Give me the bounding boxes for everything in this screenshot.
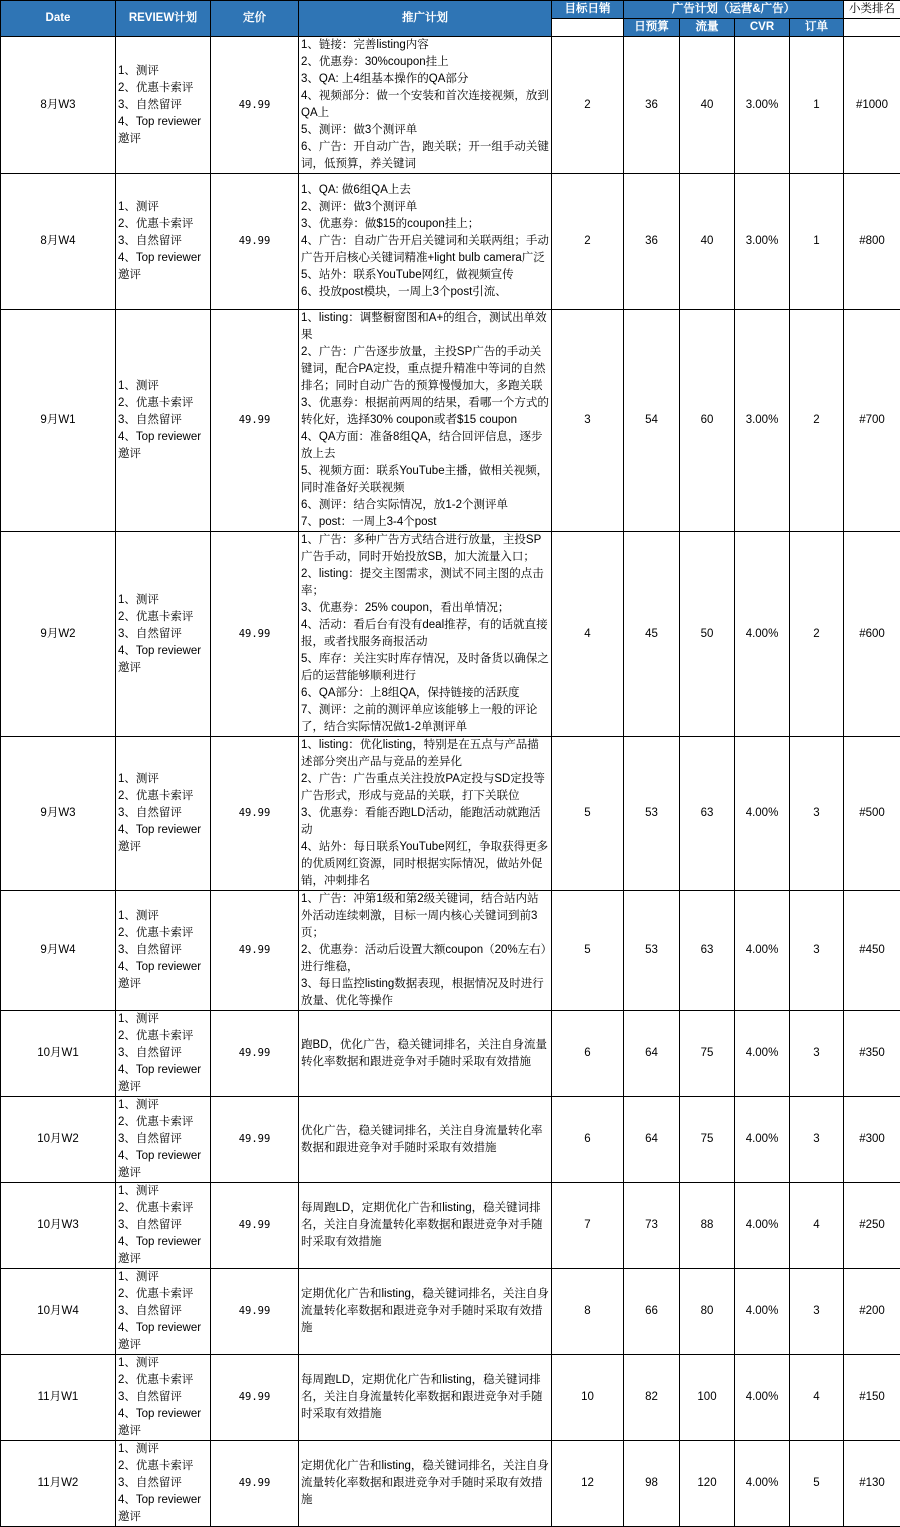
review-item: 1、测评 [118, 1269, 208, 1286]
plan-cell [299, 1011, 552, 1097]
daily-budget-cell: 64 [624, 1011, 680, 1097]
review-item: 3、自然留评 [118, 1475, 208, 1492]
target-sales-cell: 5 [552, 891, 624, 1011]
table-body [1, 37, 900, 1527]
review-item: 2、优惠卡索评 [118, 788, 208, 805]
plan-line: 3、优惠券：看能否跑LD活动，能跑活动就跑活动 [301, 805, 549, 839]
review-item: 3、自然留评 [118, 233, 208, 250]
review-item: 2、优惠卡索评 [118, 1200, 208, 1217]
table-row [1, 1011, 900, 1097]
plan-line: 3、优惠券：做$15的coupon挂上； [301, 216, 549, 233]
plan-line: 1、链接：完善listing内容 [301, 37, 549, 54]
plan-line: 2、广告：广告逐步放量，主投SP广告的手动关键词，配合PA定投，重点提升精准中等词的自然排名；同时自动广告的预算慢慢加大，多跑关联 [301, 344, 549, 395]
plan-cell [299, 174, 552, 310]
review-item: 3、自然留评 [118, 805, 208, 822]
header-row-1 [1, 1, 900, 19]
orders-cell: 3 [790, 1097, 844, 1183]
review-item: 2、优惠卡索评 [118, 395, 208, 412]
header-target-blank [552, 19, 624, 37]
rank-cell: #800 [844, 174, 900, 310]
plan-line: 优化广告，稳关键词排名，关注自身流量转化率数据和跟进竞争对手随时采取有效措施 [301, 1123, 549, 1157]
traffic-cell: 60 [680, 310, 735, 532]
review-item: 2、优惠卡索评 [118, 609, 208, 626]
table-row [1, 310, 900, 532]
plan-line: 每周跑LD，定期优化广告和listing，稳关键词排名，关注自身流量转化率数据和跟进竞争对手随时采取有效措施 [301, 1372, 549, 1423]
review-item: 3、自然留评 [118, 1217, 208, 1234]
table-row [1, 1441, 900, 1527]
review-item: 3、自然留评 [118, 942, 208, 959]
plan-line: 3、QA: 上4组基本操作的QA部分 [301, 71, 549, 88]
review-item: 3、自然留评 [118, 1131, 208, 1148]
plan-cell [299, 1269, 552, 1355]
daily-budget-cell: 36 [624, 37, 680, 174]
header-target-sales: 目标日销 [552, 1, 624, 19]
table-row [1, 891, 900, 1011]
price-cell: 49.99 [211, 1183, 299, 1269]
cvr-cell: 3.00% [735, 174, 790, 310]
cvr-cell: 4.00% [735, 1097, 790, 1183]
date-cell: 10月W2 [1, 1097, 116, 1183]
header-review: REVIEW计划 [116, 1, 211, 37]
plan-line: 1、listing：调整橱窗图和A+的组合，测试出单效果 [301, 310, 549, 344]
review-cell [116, 1441, 211, 1527]
plan-line: 3、优惠券：根据前两周的结果，看哪一个方式的转化好，选择30% coupon或者$15 coupon [301, 395, 549, 429]
plan-line: 1、广告：冲第1级和第2级关键词，结合站内站外活动连续刺激，目标一周内核心关键词到前3页； [301, 891, 549, 942]
plan-line: 2、优惠券：30%coupon挂上 [301, 54, 549, 71]
daily-budget-cell: 73 [624, 1183, 680, 1269]
rank-cell: #300 [844, 1097, 900, 1183]
target-sales-cell: 3 [552, 310, 624, 532]
daily-budget-cell: 53 [624, 737, 680, 891]
target-sales-cell: 2 [552, 37, 624, 174]
plan-line: 6、QA部分：上8组QA，保持链接的活跃度 [301, 685, 549, 702]
review-item: 2、优惠卡索评 [118, 1028, 208, 1045]
review-item: 2、优惠卡索评 [118, 1372, 208, 1389]
plan-line: 2、测评：做3个测评单 [301, 199, 549, 216]
traffic-cell: 75 [680, 1011, 735, 1097]
review-item: 1、测评 [118, 1183, 208, 1200]
date-cell: 10月W4 [1, 1269, 116, 1355]
traffic-cell: 88 [680, 1183, 735, 1269]
date-cell: 9月W3 [1, 737, 116, 891]
plan-line: 定期优化广告和listing，稳关键词排名，关注自身流量转化率数据和跟进竞争对手随时采取有效措施 [301, 1458, 549, 1509]
plan-line: 4、活动：看后台有没有deal推荐，有的话就直接报，或者找服务商报活动 [301, 617, 549, 651]
cvr-cell: 3.00% [735, 37, 790, 174]
rank-cell: #450 [844, 891, 900, 1011]
price-cell: 49.99 [211, 1097, 299, 1183]
date-cell: 8月W4 [1, 174, 116, 310]
traffic-cell: 75 [680, 1097, 735, 1183]
price-cell: 49.99 [211, 174, 299, 310]
review-cell [116, 310, 211, 532]
plan-cell [299, 1355, 552, 1441]
cvr-cell: 4.00% [735, 1011, 790, 1097]
plan-line: 3、每日监控listing数据表现，根据情况及时进行放量、优化等操作 [301, 976, 549, 1010]
plan-line: 3、优惠券：25% coupon，看出单情况； [301, 600, 549, 617]
plan-cell [299, 37, 552, 174]
review-item: 3、自然留评 [118, 412, 208, 429]
table-row [1, 1097, 900, 1183]
orders-cell: 2 [790, 532, 844, 737]
price-cell: 49.99 [211, 532, 299, 737]
plan-line: 1、listing：优化listing，特别是在五点与产品描述部分突出产品与竞品的差异化 [301, 737, 549, 771]
review-item: 3、自然留评 [118, 626, 208, 643]
review-item: 1、测评 [118, 1097, 208, 1114]
date-cell: 11月W1 [1, 1355, 116, 1441]
review-cell [116, 532, 211, 737]
date-cell: 11月W2 [1, 1441, 116, 1527]
review-item: 2、优惠卡索评 [118, 80, 208, 97]
date-cell: 10月W1 [1, 1011, 116, 1097]
plan-line: 5、视频方面：联系YouTube主播，做相关视频，同时准备好关联视频 [301, 463, 549, 497]
orders-cell: 3 [790, 737, 844, 891]
review-item: 2、优惠卡索评 [118, 1114, 208, 1131]
review-item: 4、Top reviewer邀评 [118, 1406, 208, 1440]
plan-cell [299, 891, 552, 1011]
target-sales-cell: 4 [552, 532, 624, 737]
header-daily-budget: 日预算 [624, 19, 680, 37]
plan-line: 2、广告：广告重点关注投放PA定投与SD定投等广告形式，形成与竞品的关联，打下关联位 [301, 771, 549, 805]
review-item: 1、测评 [118, 199, 208, 216]
plan-line: 每周跑LD，定期优化广告和listing，稳关键词排名，关注自身流量转化率数据和跟进竞争对手随时采取有效措施 [301, 1200, 549, 1251]
daily-budget-cell: 64 [624, 1097, 680, 1183]
plan-cell [299, 1097, 552, 1183]
cvr-cell: 4.00% [735, 1269, 790, 1355]
table-row [1, 532, 900, 737]
plan-line: 5、测评：做3个测评单 [301, 122, 549, 139]
daily-budget-cell: 82 [624, 1355, 680, 1441]
traffic-cell: 63 [680, 891, 735, 1011]
review-cell [116, 1269, 211, 1355]
review-item: 1、测评 [118, 378, 208, 395]
price-cell: 49.99 [211, 737, 299, 891]
cvr-cell: 4.00% [735, 891, 790, 1011]
header-date: Date [1, 1, 116, 37]
header-orders: 订单 [790, 19, 844, 37]
review-cell [116, 37, 211, 174]
orders-cell: 4 [790, 1355, 844, 1441]
review-cell [116, 1011, 211, 1097]
target-sales-cell: 7 [552, 1183, 624, 1269]
price-cell: 49.99 [211, 37, 299, 174]
rank-cell: #130 [844, 1441, 900, 1527]
target-sales-cell: 2 [552, 174, 624, 310]
table-row [1, 37, 900, 174]
cvr-cell: 4.00% [735, 532, 790, 737]
price-cell: 49.99 [211, 1441, 299, 1527]
date-cell: 10月W3 [1, 1183, 116, 1269]
plan-line: 定期优化广告和listing，稳关键词排名，关注自身流量转化率数据和跟进竞争对手随时采取有效措施 [301, 1286, 549, 1337]
plan-line: 1、QA: 做6组QA上去 [301, 182, 549, 199]
plan-line: 6、投放post模块，一周上3个post引流、 [301, 284, 549, 301]
plan-line: 4、站外：每日联系YouTube网红，争取获得更多的优质网红资源，同时根据实际情况，做站外促销，冲刺排名 [301, 839, 549, 890]
review-item: 4、Top reviewer邀评 [118, 1062, 208, 1096]
review-item: 2、优惠卡索评 [118, 216, 208, 233]
traffic-cell: 40 [680, 37, 735, 174]
orders-cell: 5 [790, 1441, 844, 1527]
orders-cell: 3 [790, 1011, 844, 1097]
review-item: 3、自然留评 [118, 1303, 208, 1320]
orders-cell: 2 [790, 310, 844, 532]
target-sales-cell: 10 [552, 1355, 624, 1441]
plan-line: 5、站外：联系YouTube网红，做视频宣传 [301, 267, 549, 284]
plan-line: 6、广告：开自动广告，跑关联；开一组手动关键词，低预算，养关键词 [301, 139, 549, 173]
traffic-cell: 50 [680, 532, 735, 737]
review-cell [116, 737, 211, 891]
daily-budget-cell: 54 [624, 310, 680, 532]
orders-cell: 4 [790, 1183, 844, 1269]
orders-cell: 1 [790, 174, 844, 310]
target-sales-cell: 6 [552, 1097, 624, 1183]
plan-line: 4、QA方面：准备8组QA，结合回评信息，逐步放上去 [301, 429, 549, 463]
review-item: 1、测评 [118, 1011, 208, 1028]
plan-line: 2、listing：提交主图需求，测试不同主图的点击率； [301, 566, 549, 600]
review-item: 4、Top reviewer邀评 [118, 959, 208, 993]
review-cell [116, 1097, 211, 1183]
rank-cell: #1000 [844, 37, 900, 174]
traffic-cell: 100 [680, 1355, 735, 1441]
plan-line: 4、广告：自动广告开启关键词和关联两组；手动广告开启核心关键词精准+light bulb camera广泛 [301, 233, 549, 267]
plan-cell [299, 737, 552, 891]
price-cell: 49.99 [211, 1011, 299, 1097]
review-item: 2、优惠卡索评 [118, 1458, 208, 1475]
plan-line: 6、测评：结合实际情况，放1-2个测评单 [301, 497, 549, 514]
rank-cell: #200 [844, 1269, 900, 1355]
plan-line: 2、优惠券：活动后设置大额coupon（20%左右）进行维稳， [301, 942, 549, 976]
rank-cell: #700 [844, 310, 900, 532]
target-sales-cell: 6 [552, 1011, 624, 1097]
review-item: 4、Top reviewer邀评 [118, 250, 208, 284]
rank-cell: #350 [844, 1011, 900, 1097]
header-cvr: CVR [735, 19, 790, 37]
table-row [1, 1183, 900, 1269]
review-cell [116, 891, 211, 1011]
price-cell: 49.99 [211, 1355, 299, 1441]
cvr-cell: 4.00% [735, 1441, 790, 1527]
target-sales-cell: 12 [552, 1441, 624, 1527]
rank-cell: #150 [844, 1355, 900, 1441]
review-item: 2、优惠卡索评 [118, 1286, 208, 1303]
review-item: 4、Top reviewer邀评 [118, 643, 208, 677]
cvr-cell: 4.00% [735, 1183, 790, 1269]
review-item: 1、测评 [118, 1355, 208, 1372]
traffic-cell: 40 [680, 174, 735, 310]
date-cell: 9月W1 [1, 310, 116, 532]
review-item: 4、Top reviewer邀评 [118, 429, 208, 463]
review-item: 4、Top reviewer邀评 [118, 1320, 208, 1354]
plan-cell [299, 1183, 552, 1269]
header-traffic: 流量 [680, 19, 735, 37]
review-item: 4、Top reviewer邀评 [118, 1234, 208, 1268]
rank-cell: #250 [844, 1183, 900, 1269]
traffic-cell: 80 [680, 1269, 735, 1355]
header-price: 定价 [211, 1, 299, 37]
review-cell [116, 1183, 211, 1269]
header-ad-plan: 广告计划（运营&广告） [624, 1, 844, 19]
review-item: 4、Top reviewer邀评 [118, 822, 208, 856]
date-cell: 9月W4 [1, 891, 116, 1011]
orders-cell: 3 [790, 891, 844, 1011]
review-item: 1、测评 [118, 771, 208, 788]
daily-budget-cell: 66 [624, 1269, 680, 1355]
cvr-cell: 4.00% [735, 1355, 790, 1441]
date-cell: 8月W3 [1, 37, 116, 174]
orders-cell: 1 [790, 37, 844, 174]
review-cell [116, 1355, 211, 1441]
orders-cell: 3 [790, 1269, 844, 1355]
header-rank-blank [844, 19, 900, 37]
target-sales-cell: 5 [552, 737, 624, 891]
daily-budget-cell: 45 [624, 532, 680, 737]
review-item: 3、自然留评 [118, 1389, 208, 1406]
review-item: 4、Top reviewer邀评 [118, 1148, 208, 1182]
cvr-cell: 4.00% [735, 737, 790, 891]
plan-cell [299, 310, 552, 532]
table-row [1, 174, 900, 310]
date-cell: 9月W2 [1, 532, 116, 737]
plan-line: 1、广告：多种广告方式结合进行放量，主投SP广告手动，同时开始投放SB，加大流量入口； [301, 532, 549, 566]
table-row [1, 1269, 900, 1355]
review-item: 1、测评 [118, 908, 208, 925]
traffic-cell: 63 [680, 737, 735, 891]
daily-budget-cell: 36 [624, 174, 680, 310]
review-cell [116, 174, 211, 310]
review-item: 1、测评 [118, 1441, 208, 1458]
target-sales-cell: 8 [552, 1269, 624, 1355]
review-item: 4、Top reviewer邀评 [118, 1492, 208, 1526]
review-item: 3、自然留评 [118, 97, 208, 114]
review-item: 2、优惠卡索评 [118, 925, 208, 942]
table-row [1, 1355, 900, 1441]
rank-cell: #500 [844, 737, 900, 891]
review-item: 3、自然留评 [118, 1045, 208, 1062]
price-cell: 49.99 [211, 891, 299, 1011]
plan-line: 7、post：一周上3-4个post [301, 514, 549, 531]
plan-line: 5、库存：关注实时库存情况，及时备货以确保之后的运营能够顺利进行 [301, 651, 549, 685]
header-rank: 小类排名 [844, 1, 900, 19]
review-item: 1、测评 [118, 592, 208, 609]
daily-budget-cell: 53 [624, 891, 680, 1011]
plan-line: 4、视频部分：做一个安装和首次连接视频，放到QA上 [301, 88, 549, 122]
plan-cell [299, 532, 552, 737]
price-cell: 49.99 [211, 310, 299, 532]
daily-budget-cell: 98 [624, 1441, 680, 1527]
review-item: 4、Top reviewer邀评 [118, 114, 208, 148]
plan-line: 7、测评：之前的测评单应该能够上一般的评论了，结合实际情况做1-2单测评单 [301, 702, 549, 736]
header-plan: 推广计划 [299, 1, 552, 37]
plan-cell [299, 1441, 552, 1527]
rank-cell: #600 [844, 532, 900, 737]
table-row [1, 737, 900, 891]
review-item: 1、测评 [118, 63, 208, 80]
traffic-cell: 120 [680, 1441, 735, 1527]
cvr-cell: 3.00% [735, 310, 790, 532]
plan-line: 跑BD，优化广告，稳关键词排名，关注自身流量转化率数据和跟进竞争对手随时采取有效措施 [301, 1037, 549, 1071]
price-cell: 49.99 [211, 1269, 299, 1355]
